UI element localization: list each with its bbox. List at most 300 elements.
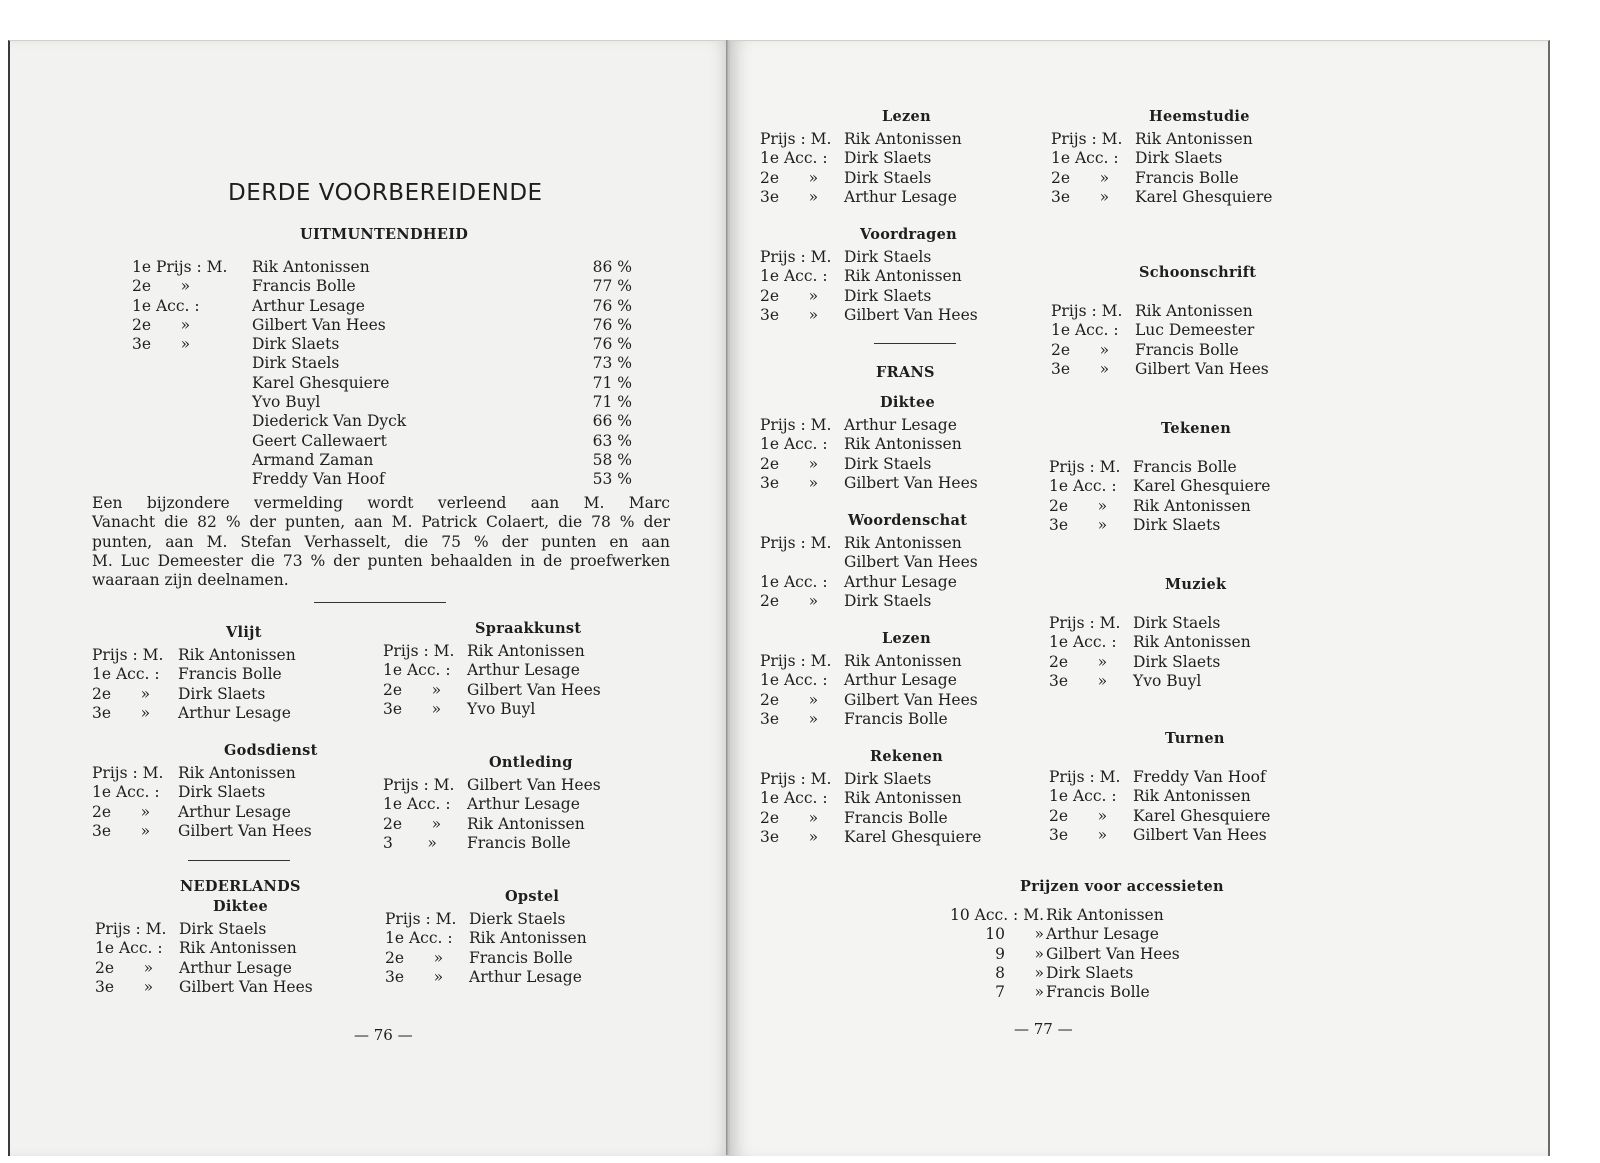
award-rank: 3e » bbox=[92, 821, 151, 840]
award-row bbox=[1049, 633, 1339, 652]
section-heading: Woordenschat bbox=[848, 512, 968, 529]
student-name: Armand Zaman bbox=[252, 450, 374, 469]
accessiet-winner: Gilbert Van Hees bbox=[1046, 944, 1180, 963]
award-winner: Francis Bolle bbox=[469, 948, 573, 967]
ranking-row bbox=[132, 335, 642, 354]
award-rank: 1e Acc. : bbox=[760, 149, 828, 168]
award-winner: Dirk Staels bbox=[844, 168, 932, 187]
award-rank: 3e » bbox=[760, 709, 819, 728]
award-winner: Francis Bolle bbox=[178, 665, 282, 684]
award-winner: Rik Antonissen bbox=[467, 642, 585, 660]
award-rank: 3e » bbox=[760, 187, 819, 206]
award-winner: Gilbert Van Hees bbox=[1135, 359, 1269, 378]
award-row bbox=[1049, 497, 1339, 516]
section-heading: Schoonschrift bbox=[1139, 264, 1257, 281]
award-winner: Dirk Staels bbox=[1133, 614, 1221, 632]
student-name: Dirk Slaets bbox=[252, 335, 340, 354]
student-name: Yvo Buyl bbox=[252, 393, 321, 412]
section-heading: Opstel bbox=[505, 888, 560, 905]
award-rank: 3e » bbox=[92, 703, 151, 722]
award-winner: Karel Ghesquiere bbox=[1133, 806, 1271, 825]
award-winner: Karel Ghesquiere bbox=[1135, 187, 1273, 206]
award-winner: Dirk Slaets bbox=[844, 286, 932, 305]
rank-label: 3e » bbox=[132, 335, 191, 354]
award-row bbox=[1051, 321, 1341, 340]
award-row bbox=[760, 267, 1040, 286]
award-winner: Gilbert Van Hees bbox=[467, 776, 601, 794]
award-winner: Yvo Buyl bbox=[1133, 671, 1202, 690]
award-row bbox=[1051, 188, 1341, 207]
award-rank: Prijs : M. bbox=[760, 248, 832, 266]
accessiet-rank: 9 » bbox=[995, 944, 1044, 963]
section-heading: Tekenen bbox=[1161, 420, 1232, 437]
paragraph-line: Een bijzondere vermelding wordt verleend aan M. Marc bbox=[92, 494, 670, 512]
rank-label: 1e Acc. : bbox=[132, 296, 200, 315]
award-winner: Francis Bolle bbox=[467, 833, 571, 852]
award-row bbox=[760, 435, 1040, 454]
award-row bbox=[1051, 341, 1341, 360]
score-percent: 71 % bbox=[592, 373, 632, 392]
student-name: Rik Antonissen bbox=[252, 258, 370, 276]
award-row bbox=[760, 534, 1040, 553]
award-row bbox=[1049, 653, 1339, 672]
ranking-row bbox=[132, 412, 642, 431]
award-rank: 2e » bbox=[760, 690, 819, 709]
award-winner: Rik Antonissen bbox=[467, 814, 585, 833]
award-winner: Dirk Slaets bbox=[178, 783, 266, 802]
award-rank: Prijs : M. bbox=[1049, 614, 1121, 632]
award-rank: 1e Acc. : bbox=[95, 939, 163, 958]
award-winner: Freddy Van Hoof bbox=[1133, 768, 1266, 786]
student-name: Arthur Lesage bbox=[252, 296, 365, 315]
award-list bbox=[95, 920, 385, 997]
award-row bbox=[760, 188, 1040, 207]
award-list bbox=[760, 416, 1040, 493]
special-mention-paragraph bbox=[92, 494, 670, 590]
award-rank: 2e » bbox=[760, 454, 819, 473]
award-winner: Gilbert Van Hees bbox=[844, 690, 978, 709]
section-heading: Heemstudie bbox=[1149, 108, 1250, 125]
award-winner: Rik Antonissen bbox=[844, 534, 962, 552]
award-winner: Rik Antonissen bbox=[178, 764, 296, 782]
score-percent: 58 % bbox=[592, 450, 632, 469]
score-percent: 76 % bbox=[592, 296, 632, 315]
ranking-row bbox=[132, 451, 642, 470]
award-winner: Karel Ghesquiere bbox=[1133, 477, 1271, 496]
ranking-row bbox=[132, 393, 642, 412]
section-heading: Turnen bbox=[1165, 730, 1225, 747]
accessiet-row bbox=[936, 906, 1266, 925]
award-winner: Francis Bolle bbox=[1133, 458, 1237, 476]
award-rank: Prijs : M. bbox=[1051, 130, 1123, 148]
paragraph-line: punten, aan M. Stefan Verhasselt, die 75 % der punten en aan bbox=[92, 532, 670, 551]
student-name: Diederick Van Dyck bbox=[252, 412, 407, 431]
section-heading: Muziek bbox=[1165, 576, 1227, 593]
award-winner: Francis Bolle bbox=[1135, 168, 1239, 187]
award-row bbox=[385, 968, 675, 987]
award-row bbox=[1049, 672, 1339, 691]
award-winner: Rik Antonissen bbox=[179, 939, 297, 958]
award-row bbox=[1051, 169, 1341, 188]
score-percent: 86 % bbox=[592, 258, 632, 276]
award-rank: Prijs : M. bbox=[383, 642, 455, 660]
award-rank: 2e » bbox=[1049, 652, 1108, 671]
award-row bbox=[385, 910, 675, 929]
section-heading: Spraakkunst bbox=[475, 620, 582, 637]
ranking-row bbox=[132, 258, 642, 277]
section-heading: Voordragen bbox=[860, 226, 957, 243]
award-rank: 1e Acc. : bbox=[1051, 149, 1119, 168]
paragraph-line: M. Luc Demeester die 73 % der punten behaalden in de proefwerken bbox=[92, 551, 670, 570]
award-rank: 3e » bbox=[1049, 825, 1108, 844]
award-rank: 2e » bbox=[1049, 496, 1108, 515]
award-rank: 3e » bbox=[760, 827, 819, 846]
rank-label: 2e » bbox=[132, 315, 191, 334]
award-rank: 1e Acc. : bbox=[92, 783, 160, 802]
award-row bbox=[383, 776, 673, 795]
award-rank: 1e Acc. : bbox=[760, 671, 828, 690]
award-row bbox=[1049, 477, 1339, 496]
award-rank: Prijs : M. bbox=[760, 130, 832, 148]
award-winner: Gilbert Van Hees bbox=[179, 977, 313, 996]
award-rank: 2e » bbox=[760, 286, 819, 305]
award-winner: Dirk Staels bbox=[844, 454, 932, 473]
award-winner: Dirk Staels bbox=[844, 591, 932, 610]
award-rank: 3e » bbox=[1051, 187, 1110, 206]
section-heading: Vlijt bbox=[226, 624, 262, 641]
award-rank: 1e Acc. : bbox=[1049, 633, 1117, 652]
award-winner: Gilbert Van Hees bbox=[467, 680, 601, 699]
award-rank: Prijs : M. bbox=[1051, 302, 1123, 320]
ranking-row bbox=[132, 316, 642, 335]
student-name: Dirk Staels bbox=[252, 354, 340, 373]
award-row bbox=[760, 169, 1040, 188]
award-winner: Dirk Staels bbox=[179, 920, 267, 938]
score-percent: 73 % bbox=[592, 354, 632, 373]
award-rank: 3e » bbox=[95, 977, 154, 996]
award-winner: Gilbert Van Hees bbox=[844, 473, 978, 492]
award-row bbox=[1051, 302, 1341, 321]
award-row bbox=[1051, 360, 1341, 379]
award-rank: 3e » bbox=[1049, 515, 1108, 534]
award-row bbox=[95, 920, 385, 939]
ranking-row bbox=[132, 374, 642, 393]
award-row bbox=[760, 770, 1040, 789]
award-row bbox=[760, 789, 1040, 808]
ranking-row bbox=[132, 470, 642, 489]
award-winner: Rik Antonissen bbox=[844, 267, 962, 286]
student-name: Freddy Van Hoof bbox=[252, 470, 385, 489]
award-rank: 2e » bbox=[92, 802, 151, 821]
award-rank: 2e » bbox=[760, 168, 819, 187]
award-rank: 1e Acc. : bbox=[1049, 787, 1117, 806]
award-row bbox=[92, 764, 382, 783]
award-winner: Francis Bolle bbox=[844, 808, 948, 827]
award-rank: 1e Acc. : bbox=[760, 789, 828, 808]
award-winner: Gilbert Van Hees bbox=[178, 821, 312, 840]
award-row bbox=[95, 978, 385, 997]
award-winner: Dirk Slaets bbox=[844, 770, 932, 788]
award-row bbox=[383, 681, 673, 700]
award-row bbox=[383, 815, 673, 834]
section-heading: Ontleding bbox=[489, 754, 573, 771]
award-row bbox=[92, 646, 382, 665]
award-list bbox=[760, 248, 1040, 325]
score-percent: 77 % bbox=[592, 277, 632, 296]
award-winner: Arthur Lesage bbox=[179, 958, 292, 977]
award-rank: Prijs : M. bbox=[383, 776, 455, 794]
award-rank: 1e Acc. : bbox=[383, 661, 451, 680]
award-list bbox=[92, 646, 382, 723]
award-row bbox=[383, 642, 673, 661]
award-winner: Gilbert Van Hees bbox=[844, 305, 978, 324]
accessiet-rank: 8 » bbox=[995, 963, 1044, 982]
accessieten-list bbox=[936, 906, 1266, 1002]
award-winner: Arthur Lesage bbox=[844, 187, 957, 206]
award-rank: 1e Acc. : bbox=[385, 929, 453, 948]
award-row bbox=[760, 671, 1040, 690]
award-winner: Rik Antonissen bbox=[178, 646, 296, 664]
award-winner: Gilbert Van Hees bbox=[1133, 825, 1267, 844]
award-row bbox=[760, 248, 1040, 267]
award-winner: Dirk Staels bbox=[844, 248, 932, 266]
award-row bbox=[383, 795, 673, 814]
award-rank: 2e » bbox=[1049, 806, 1108, 825]
award-row bbox=[383, 834, 673, 853]
award-rank: 2e » bbox=[1051, 168, 1110, 187]
award-winner: Rik Antonissen bbox=[1133, 633, 1251, 652]
award-winner: Arthur Lesage bbox=[844, 572, 957, 591]
accessiet-winner: Rik Antonissen bbox=[1046, 906, 1164, 924]
award-row bbox=[1049, 614, 1339, 633]
award-row bbox=[760, 809, 1040, 828]
award-rank: 1e Acc. : bbox=[383, 795, 451, 814]
award-rank: 1e Acc. : bbox=[760, 572, 828, 591]
award-winner: Rik Antonissen bbox=[1135, 302, 1253, 320]
award-rank: 2e » bbox=[760, 808, 819, 827]
award-row bbox=[1049, 768, 1339, 787]
award-list bbox=[92, 764, 382, 841]
award-rank: 1e Acc. : bbox=[1051, 321, 1119, 340]
award-row bbox=[1049, 458, 1339, 477]
rank-label: 1e Prijs : M. bbox=[132, 258, 228, 276]
award-list bbox=[1049, 768, 1339, 845]
accessiet-row bbox=[936, 945, 1266, 964]
award-winner: Arthur Lesage bbox=[844, 671, 957, 690]
accessiet-rank: 10 » bbox=[985, 925, 1044, 944]
award-rank: 2e » bbox=[760, 591, 819, 610]
award-winner: Rik Antonissen bbox=[1135, 130, 1253, 148]
award-row bbox=[1049, 787, 1339, 806]
divider bbox=[874, 343, 956, 344]
award-row bbox=[92, 783, 382, 802]
award-list bbox=[383, 642, 673, 719]
uitmuntendheid-heading: UITMUNTENDHEID bbox=[300, 226, 469, 243]
award-list bbox=[1051, 130, 1341, 207]
award-winner: Arthur Lesage bbox=[844, 416, 957, 434]
award-winner: Luc Demeester bbox=[1135, 321, 1255, 340]
award-row bbox=[95, 939, 385, 958]
award-winner: Rik Antonissen bbox=[844, 789, 962, 808]
award-rank: 3e » bbox=[385, 967, 444, 986]
award-row bbox=[1049, 516, 1339, 535]
award-winner: Arthur Lesage bbox=[469, 967, 582, 986]
student-name: Gilbert Van Hees bbox=[252, 315, 386, 334]
award-row bbox=[95, 959, 385, 978]
accessiet-winner: Arthur Lesage bbox=[1046, 925, 1159, 944]
accessiet-row bbox=[936, 983, 1266, 1002]
award-rank: Prijs : M. bbox=[760, 652, 832, 670]
award-winner: Dirk Slaets bbox=[178, 684, 266, 703]
award-winner: Arthur Lesage bbox=[467, 661, 580, 680]
award-winner: Rik Antonissen bbox=[844, 435, 962, 454]
divider bbox=[314, 602, 446, 603]
award-row bbox=[760, 828, 1040, 847]
award-row bbox=[1049, 826, 1339, 845]
award-winner: Karel Ghesquiere bbox=[844, 827, 982, 846]
frans-heading: FRANS bbox=[876, 364, 935, 381]
award-rank: 3 » bbox=[383, 833, 437, 852]
award-rank: 1e Acc. : bbox=[1049, 477, 1117, 496]
award-list bbox=[1051, 302, 1341, 379]
page-number-left: — 76 — bbox=[354, 1026, 413, 1044]
award-rank: 2e » bbox=[383, 680, 442, 699]
rank-label: 2e » bbox=[132, 277, 191, 296]
score-percent: 76 % bbox=[592, 335, 632, 354]
award-list bbox=[760, 534, 1040, 611]
student-name: Geert Callewaert bbox=[252, 431, 387, 450]
award-rank: 3e » bbox=[760, 305, 819, 324]
ranking-row bbox=[132, 354, 642, 373]
award-rank: 2e » bbox=[383, 814, 442, 833]
award-list bbox=[1049, 458, 1339, 535]
award-list bbox=[760, 770, 1040, 847]
award-winner: Dirk Slaets bbox=[1133, 652, 1221, 671]
award-winner: Dirk Slaets bbox=[1133, 515, 1221, 534]
award-winner: Rik Antonissen bbox=[1133, 496, 1251, 515]
award-rank: 3e » bbox=[1051, 359, 1110, 378]
award-row bbox=[760, 573, 1040, 592]
award-row bbox=[383, 700, 673, 719]
page-number-right: — 77 — bbox=[1014, 1020, 1073, 1038]
award-rank: Prijs : M. bbox=[95, 920, 167, 938]
award-row bbox=[760, 149, 1040, 168]
section-heading: Godsdienst bbox=[224, 742, 318, 759]
accessiet-rank: 7 » bbox=[995, 983, 1044, 1002]
award-winner: Yvo Buyl bbox=[467, 699, 536, 718]
award-row bbox=[92, 803, 382, 822]
award-row bbox=[760, 652, 1040, 671]
student-name: Francis Bolle bbox=[252, 277, 356, 296]
award-winner: Dierk Staels bbox=[469, 910, 566, 928]
award-list bbox=[760, 130, 1040, 207]
award-row bbox=[760, 691, 1040, 710]
accessiet-rank: 10 Acc. : M. bbox=[949, 906, 1044, 924]
award-winner: Dirk Slaets bbox=[1135, 149, 1223, 168]
nederlands-heading: NEDERLANDS bbox=[180, 878, 301, 895]
award-row bbox=[92, 685, 382, 704]
award-rank: Prijs : M. bbox=[1049, 458, 1121, 476]
award-row bbox=[1051, 149, 1341, 168]
award-row bbox=[383, 661, 673, 680]
award-row bbox=[760, 130, 1040, 149]
divider bbox=[188, 860, 290, 861]
award-list bbox=[385, 910, 675, 987]
award-rank: Prijs : M. bbox=[385, 910, 457, 928]
award-row bbox=[1051, 130, 1341, 149]
accessiet-winner: Dirk Slaets bbox=[1046, 963, 1134, 982]
score-percent: 66 % bbox=[592, 412, 632, 431]
award-rank: 1e Acc. : bbox=[92, 665, 160, 684]
award-list bbox=[383, 776, 673, 853]
award-rank: 2e » bbox=[92, 684, 151, 703]
award-winner: Dirk Slaets bbox=[844, 149, 932, 168]
score-percent: 71 % bbox=[592, 393, 632, 412]
award-row bbox=[760, 474, 1040, 493]
ranking-row bbox=[132, 432, 642, 451]
award-row bbox=[760, 455, 1040, 474]
section-heading: Diktee bbox=[880, 394, 936, 411]
award-rank: Prijs : M. bbox=[760, 534, 832, 552]
award-rank: 3e » bbox=[1049, 671, 1108, 690]
award-row bbox=[760, 287, 1040, 306]
award-rank: 3e » bbox=[760, 473, 819, 492]
award-winner: Rik Antonissen bbox=[1133, 787, 1251, 806]
award-winner: Gilbert Van Hees bbox=[844, 553, 978, 572]
award-rank: Prijs : M. bbox=[92, 764, 164, 782]
paragraph-line: Vanacht die 82 % der punten, aan M. Patrick Colaert, die 78 % der bbox=[92, 513, 670, 532]
award-rank: Prijs : M. bbox=[92, 646, 164, 664]
ranking-list bbox=[132, 258, 642, 490]
section-heading: Lezen bbox=[882, 630, 931, 647]
student-name: Karel Ghesquiere bbox=[252, 373, 390, 392]
award-winner: Arthur Lesage bbox=[178, 802, 291, 821]
accessieten-heading: Prijzen voor accessieten bbox=[1020, 878, 1224, 895]
award-row bbox=[760, 306, 1040, 325]
section-title: DERDE VOORBEREIDENDE bbox=[228, 180, 543, 206]
ranking-row bbox=[132, 277, 642, 296]
award-winner: Rik Antonissen bbox=[844, 652, 962, 670]
award-row bbox=[760, 710, 1040, 729]
award-list bbox=[760, 652, 1040, 729]
award-row bbox=[92, 665, 382, 684]
award-winner: Rik Antonissen bbox=[469, 929, 587, 948]
award-row bbox=[92, 704, 382, 723]
score-percent: 53 % bbox=[592, 470, 632, 489]
award-row bbox=[92, 822, 382, 841]
award-row bbox=[760, 592, 1040, 611]
award-row bbox=[760, 416, 1040, 435]
award-rank: 3e » bbox=[383, 699, 442, 718]
award-list bbox=[1049, 614, 1339, 691]
award-row bbox=[385, 929, 675, 948]
score-percent: 63 % bbox=[592, 431, 632, 450]
award-rank: 1e Acc. : bbox=[760, 435, 828, 454]
ranking-row bbox=[132, 297, 642, 316]
section-heading: Rekenen bbox=[870, 748, 943, 765]
accessiet-row bbox=[936, 925, 1266, 944]
award-row bbox=[385, 949, 675, 968]
award-winner: Francis Bolle bbox=[1135, 340, 1239, 359]
award-winner: Rik Antonissen bbox=[844, 130, 962, 148]
section-heading: Lezen bbox=[882, 108, 931, 125]
award-rank: 1e Acc. : bbox=[760, 267, 828, 286]
award-rank: 2e » bbox=[95, 958, 154, 977]
award-winner: Arthur Lesage bbox=[467, 795, 580, 814]
accessiet-row bbox=[936, 964, 1266, 983]
paragraph-line: waaraan zijn deelnamen. bbox=[92, 571, 289, 590]
award-rank: Prijs : M. bbox=[1049, 768, 1121, 786]
